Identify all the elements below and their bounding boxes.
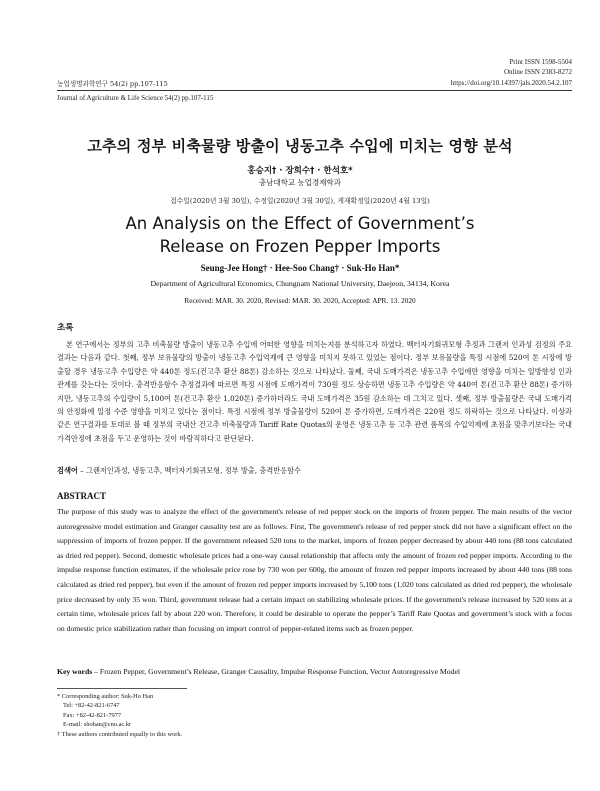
online-issn: Online ISSN 2383-8272 bbox=[503, 68, 572, 76]
footnotes bbox=[57, 692, 182, 739]
title-en bbox=[0, 212, 600, 258]
dates-ko: 접수일(2020년 3월 30일), 수정일(2020년 3월 30일), 게재확정일(2020년 4월 13일) bbox=[170, 197, 430, 205]
footnote-rule bbox=[57, 688, 187, 689]
footnote-corresponding: * Corresponding author: Suk-Ho Han bbox=[57, 693, 154, 700]
authors-ko: 홍승지† · 장희수† · 한석호* bbox=[247, 166, 353, 176]
dates-en: Received: MAR. 30. 2020, Revised: MAR. 30. 2020, Accepted: APR. 13. 2020 bbox=[184, 296, 416, 305]
affiliation-en: Department of Agricultural Economics, Chungnam National University, Daejeon, 34134, Korea bbox=[150, 279, 450, 288]
footnote-equal: † These authors contributed equally to this work. bbox=[57, 730, 183, 738]
journal-ko: 농업생명과학연구 54(2) pp.107-115 bbox=[57, 80, 168, 88]
print-issn: Print ISSN 1598-5504 bbox=[509, 58, 572, 66]
footnote-email[interactable]: E-mail: shohan@cnu.ac.kr bbox=[63, 721, 132, 729]
abstract-en-body: The purpose of this study was to analyze the effect of the government's release of red pepper stock on the imports of frozen pepper. The main results of the vector autoregressive model estimation and Granger causality test are as follows. First, The government's release of red pepper stock did not have a significant effect on the suppression of imports of frozen pepper. If the government released 520 tons to the market, imports of frozen pepper decreased by about 440 tons (88 tons calculated as dried red pepper). Second, domestic wholesale prices had a one-way causal relationship that affects only the amount of frozen red pepper imports. According to the impulse response function estimates, if the wholesale price rose by 730 won per 600g, the amount of frozen red pepper imports increased by about 440 tons (88 tons calculated as dried red pepper), but even if the amount of frozen red pepper imports increased by 5,100 tons (1,020 tons calculated as dried red pepper), the wholesale price decreased by only 35 won. Third, government release had a certain impact on stabilizing wholesale prices. If the government's release increased by 520 tons at a certain time, wholesale prices fall by about 220 won. Therefore, it could be desirable to operate the pepper’s Tariff Rate Quotas and government’s stock with a focus on domestic price stabilization rather than focusing on import control of pepper-related items such as frozen pepper. bbox=[57, 507, 572, 633]
title-en-line2: Release on Frozen Pepper Imports bbox=[159, 237, 441, 256]
journal-en: Journal of Agriculture & Life Science 54(2) pp.107-115 bbox=[57, 94, 214, 102]
footnote-tel: Tel: +82-42-821-6747 bbox=[63, 702, 120, 710]
keywords-ko bbox=[57, 466, 572, 476]
header-rule bbox=[57, 90, 572, 91]
keywords-en-label: Key words bbox=[57, 667, 93, 676]
keywords-en bbox=[57, 667, 572, 676]
authors-en: Seung-Jee Hong† · Hee-Soo Chang† · Suk-Ho Han* bbox=[200, 263, 400, 273]
title-en-line1: An Analysis on the Effect of Government’s bbox=[125, 214, 475, 233]
affiliation-ko: 충남대학교 농업경제학과 bbox=[258, 178, 342, 187]
abstract-ko-body: 본 연구에서는 정부의 고추 비축물량 방출이 냉동고추 수입에 어떠한 영향을 미치는지를 분석하고자 하였다. 벡터자기회귀모형 추정과 그랜저 인과성 검정의 주요 결과는 다음과 같다. 첫째, 정부 보유물량의 방출이 냉동고추 수입억제에 큰 영향을 미치지 못하고 있었는 점이다. 정부 보유물량을 특정 시점에 520여 톤 시장에 방출할 경우 냉동고추 수입량은 약 440톤 정도(건고추 환산 88톤) 감소하는 것으로 나타났다. 둘째, 국내 도매가격은 냉동고추 수입에만 영향을 미치는 일방향성 인과관계를 갖는다는 것이다. 충격반응함수 추정결과에 따르면 특정 시점에 도매가격이 730원 정도 상승하면 냉동고추 수입량은 약 440여 톤(건고추 환산 88톤) 증가하지만, 냉동고추의 수입량이 5,100여 톤(건고추 환산 1,020톤) 증가하더라도 국내 도매가격은 35원 감소하는 데 그치고 있다. 셋째, 정부 방출물량은 국내 도매가격의 안정화에 일정 수준 영향을 미치고 있다는 점이다. 특정 시점에 정부 방출물량이 520여 톤 증가하면, 도매가격은 220원 정도 하락하는 것으로 나타났다. 이상과 같은 연구결과를 토대로 볼 때 정부의 국내산 건고추 비축물량과 Tariff Rate Quotas의 운영은 냉동고추 등 고추 관련 품목의 수입억제에 초점을 맞추기보다는 국내 가격안정에 초점을 두고 운영하는 것이 바람직하다고 판단된다. bbox=[57, 340, 572, 443]
keywords-en-list: – Frozen Pepper, Government’s Release, Granger Causality, Impulse Response Function, Vector Autoregressive Model bbox=[92, 667, 460, 676]
title-ko: 고추의 정부 비축물량 방출이 냉동고추 수입에 미치는 영향 분석 bbox=[87, 137, 513, 155]
abstract-en-heading: ABSTRACT bbox=[57, 491, 107, 501]
footnote-fax: Fax: +82-42-821-7977 bbox=[63, 711, 122, 719]
doi-link[interactable]: https://doi.org/10.14397/jals.2020.54.2.107 bbox=[450, 79, 572, 87]
keywords-ko-label: 검색어 bbox=[57, 466, 78, 475]
keywords-ko-list: – 그랜저인과성, 냉동고추, 벡터자기회귀모형, 정부 방출, 충격반응함수 bbox=[77, 466, 301, 475]
abstract-ko-heading: 초록 bbox=[57, 323, 74, 333]
